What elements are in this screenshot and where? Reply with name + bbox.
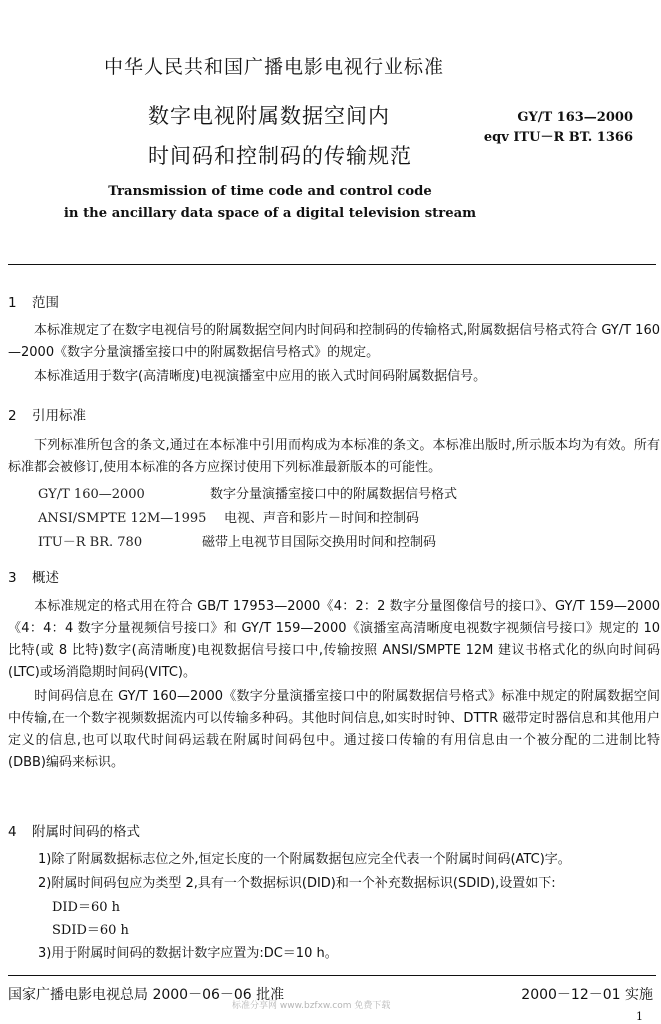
reference-item: [38, 507, 419, 526]
section-number: 1: [8, 295, 17, 311]
section-3-heading: [8, 566, 59, 586]
reference-title: 磁带上电视节目国际交换用时间和控制码: [202, 535, 437, 550]
page-number: 1: [636, 1010, 643, 1023]
section-title: 引用标准: [32, 408, 86, 424]
section-title: 范围: [32, 295, 59, 311]
sdid-setting: SDID＝60 h: [52, 923, 129, 938]
implementation-date: 2000－12－01 实施: [521, 987, 653, 1003]
equivalent-standard: eqv ITU－R BT. 1366: [483, 130, 633, 145]
section-2-heading: [8, 404, 86, 424]
list-item-2: 2)附属时间码包应为类型 2,具有一个数据标识(DID)和一个补充数据标识(SDID),设置如下:: [38, 876, 556, 891]
document-title-line1: 数字电视附属数据空间内: [148, 104, 390, 128]
section-title: 概述: [32, 570, 59, 586]
list-item-3: 3)用于附属时间码的数据计数字应置为:DC＝10 h。: [38, 946, 338, 961]
document-title-line2: 时间码和控制码的传输规范: [148, 144, 412, 168]
approval-date: 国家广播电影电视总局 2000－06－06 批准: [8, 987, 285, 1003]
section-4-heading: [8, 820, 140, 840]
section-3-paragraph-2: 时间码信息在 GY/T 160—2000《数字分量演播室接口中的附属数据信号格式》标准中规定的附属数据空间中传输,在一个数字视频数据流内可以传输多种码。其他时间信息,如实时时钟、DTTR 磁带定时器信息和其他用户定义的信息,也可以取代时间码运载在附属时间码包中。通过接口传输的有用信息由一个被分配的二进制比特(DBB)编码来标识。: [8, 689, 660, 770]
section-1-paragraph-1: 本标准规定了在数字电视信号的附属数据空间内时间码和控制码的传输格式,附属数据信号格式符合 GY/T 160—2000《数字分量演播室接口中的附属数据信号格式》的规定。: [8, 323, 660, 360]
section-2-paragraph-1: 下列标准所包含的条文,通过在本标准中引用而构成为本标准的条文。本标准出版时,所示版本均为有效。所有标准都会被修订,使用本标准的各方应探讨使用下列标准最新版本的可能性。: [8, 438, 660, 475]
english-title-line2: in the ancillary data space of a digital television stream: [63, 206, 477, 221]
issuing-authority: 中华人民共和国广播电影电视行业标准: [104, 56, 445, 78]
header-divider: [8, 264, 656, 265]
section-number: 4: [8, 824, 17, 840]
footer-divider: [8, 975, 656, 976]
reference-title: 数字分量演播室接口中的附属数据信号格式: [210, 487, 458, 502]
reference-code: ANSI/SMPTE 12M—1995: [38, 511, 207, 526]
section-number: 2: [8, 408, 17, 424]
watermark: 标准分享网 www.bzfxw.com 免费下载: [232, 1001, 391, 1011]
list-item-1: 1)除了附属数据标志位之外,恒定长度的一个附属数据包应完全代表一个附属时间码(ATC)字。: [38, 852, 571, 867]
reference-title: 电视、声音和影片－时间和控制码: [224, 511, 420, 526]
section-3-paragraph-1: 本标准规定的格式用在符合 GB/T 17953—2000《4：2：2 数字分量图像信号的接口》、GY/T 159—2000《4：4：4 数字分量视频信号接口》和 GY/T 159—2000《演播室高清晰度电视数字视频信号接口》规定的 10 比特(或 8 比特)数字(高清晰度)电视数据信号接口中,传输按照 ANSI/SMPTE 12M 建议书格式化的纵向时间码(LTC)或场消隐期时间码(VITC)。: [8, 599, 660, 680]
reference-code: ITU－R BR. 780: [38, 535, 143, 550]
english-title-line1: Transmission of time code and control code: [108, 184, 432, 199]
section-1-heading: [8, 291, 59, 311]
standard-code: GY/T 163—2000: [517, 110, 633, 125]
reference-item: [38, 483, 457, 502]
did-setting: DID＝60 h: [52, 900, 121, 915]
reference-code: GY/T 160—2000: [38, 487, 145, 502]
section-number: 3: [8, 570, 17, 586]
reference-item: [38, 531, 436, 550]
section-title: 附属时间码的格式: [32, 824, 140, 840]
section-1-paragraph-2: 本标准适用于数字(高清晰度)电视演播室中应用的嵌入式时间码附属数据信号。: [34, 369, 487, 384]
